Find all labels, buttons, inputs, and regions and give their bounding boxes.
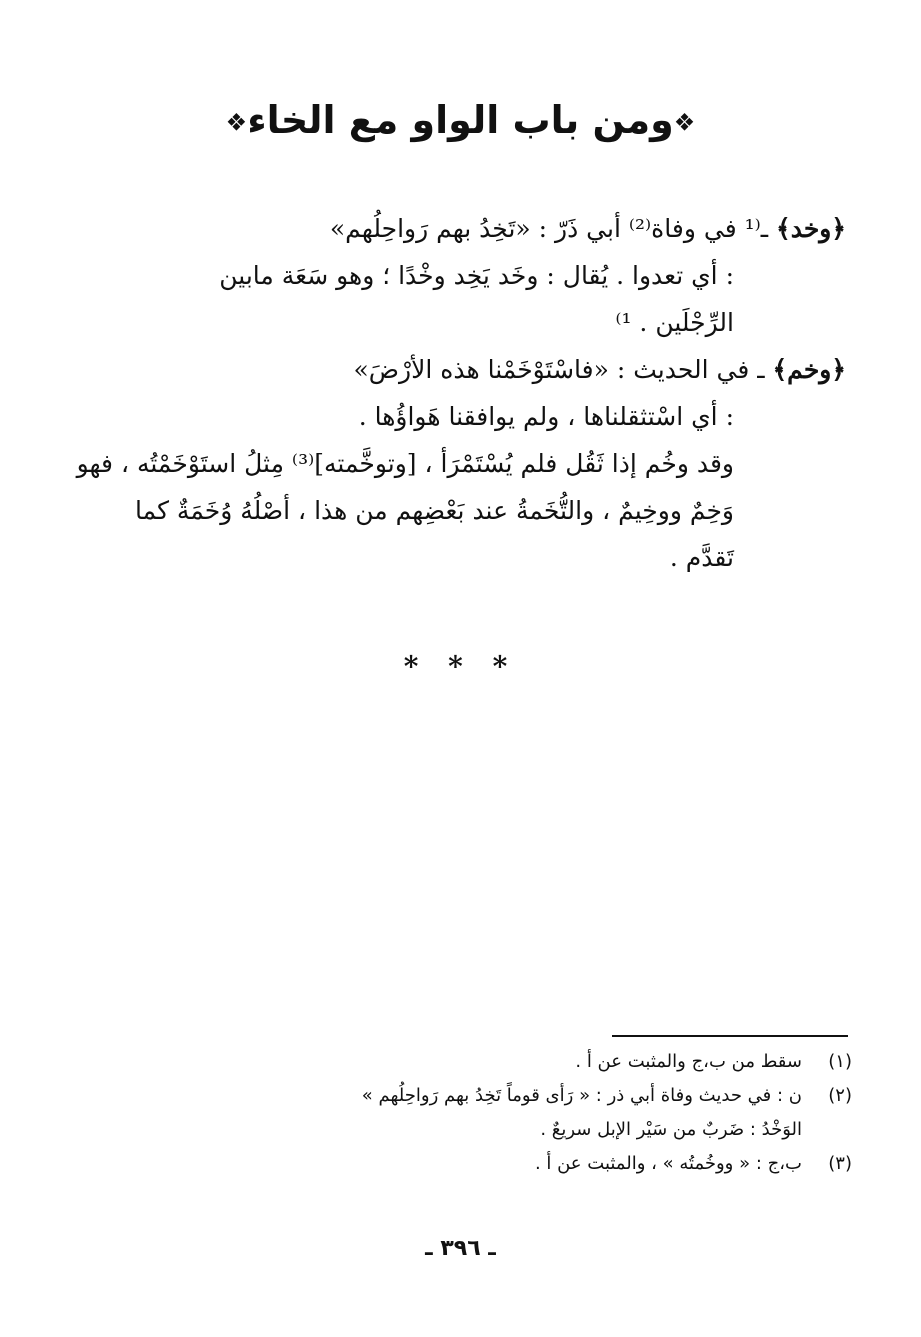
entry-text: الرِّجْلَين . ¹⁾ — [615, 308, 734, 337]
footnote-text: سقط من ب،ج والمثبت عن أ . — [575, 1051, 802, 1072]
footnote-number: (٢) — [828, 1085, 852, 1106]
entry-text: وقد وخُم إذا ثَقُل فلم يُسْتَمْرَأ ، [وتوخَّمته]⁽³⁾ مِثلُ استَوْخَمْتُه ، فهو — [76, 449, 734, 478]
section-separator: * * * — [403, 650, 518, 683]
footnote-continuation: الوَخْدُ : ضَربٌ من سَيْر الإبل سريعٌ . — [540, 1119, 802, 1140]
entry-text: ـ في الحديث : «فاسْتَوْخَمْنا هذه الأرْضَ» — [353, 355, 765, 384]
entry-text: ـ⁽¹ في وفاة⁽²⁾ أبي ذَرّ : «تَخِدُ بهم رَواحِلُهم» — [329, 214, 769, 243]
entry-text: وَخِمٌ ووخِيمٌ ، والتُّخَمةُ عند بَعْضِهم من هذا ، أصْلُهُ وُخَمَةٌ كما — [135, 496, 734, 525]
entry-text: تَقدَّم . — [669, 543, 734, 572]
page-number: ـ ٣٩٦ ـ — [425, 1236, 496, 1261]
footnote — [230, 1147, 852, 1181]
entry-line — [100, 205, 846, 252]
entry-line — [76, 440, 846, 487]
footnote-text: ن : في حديث وفاة أبي ذر : « رَأى قوماً تَخِدُ بهم رَواحِلُهم » — [361, 1085, 802, 1106]
dictionary-entries — [76, 205, 846, 581]
entry-line — [100, 346, 846, 393]
footnote — [230, 1079, 852, 1113]
ornament-icon: ❖ — [225, 108, 248, 137]
ornament-icon: ❖ — [673, 108, 696, 137]
footnotes — [230, 1045, 852, 1181]
chapter-title — [0, 98, 921, 142]
entry-line — [100, 534, 846, 581]
chapter-title-text: ومن باب الواو مع الخاء — [247, 98, 674, 142]
entry-line — [100, 299, 846, 346]
footnote-number: (١) — [828, 1051, 852, 1072]
entry-text: : أي تعدوا . يُقال : وخَد يَخِد وخْدًا ؛ وهو سَعَة مابين — [219, 261, 734, 290]
footnote — [230, 1045, 852, 1079]
entry-text: : أي اسْتثقلناها ، ولم يوافقنا هَواؤُها . — [358, 402, 734, 431]
entry-line — [100, 252, 846, 299]
footnote-text: ب،ج : « ووخُمتُه » ، والمثبت عن أ . — [534, 1153, 802, 1174]
entry-line — [100, 487, 846, 534]
footnote-rule — [612, 1035, 848, 1037]
entry-line — [100, 393, 846, 440]
entry-headword: ﴿وخد﴾ — [776, 214, 846, 243]
entry-headword: ﴿وخم﴾ — [772, 355, 846, 384]
footnote-number: (٣) — [828, 1153, 852, 1174]
